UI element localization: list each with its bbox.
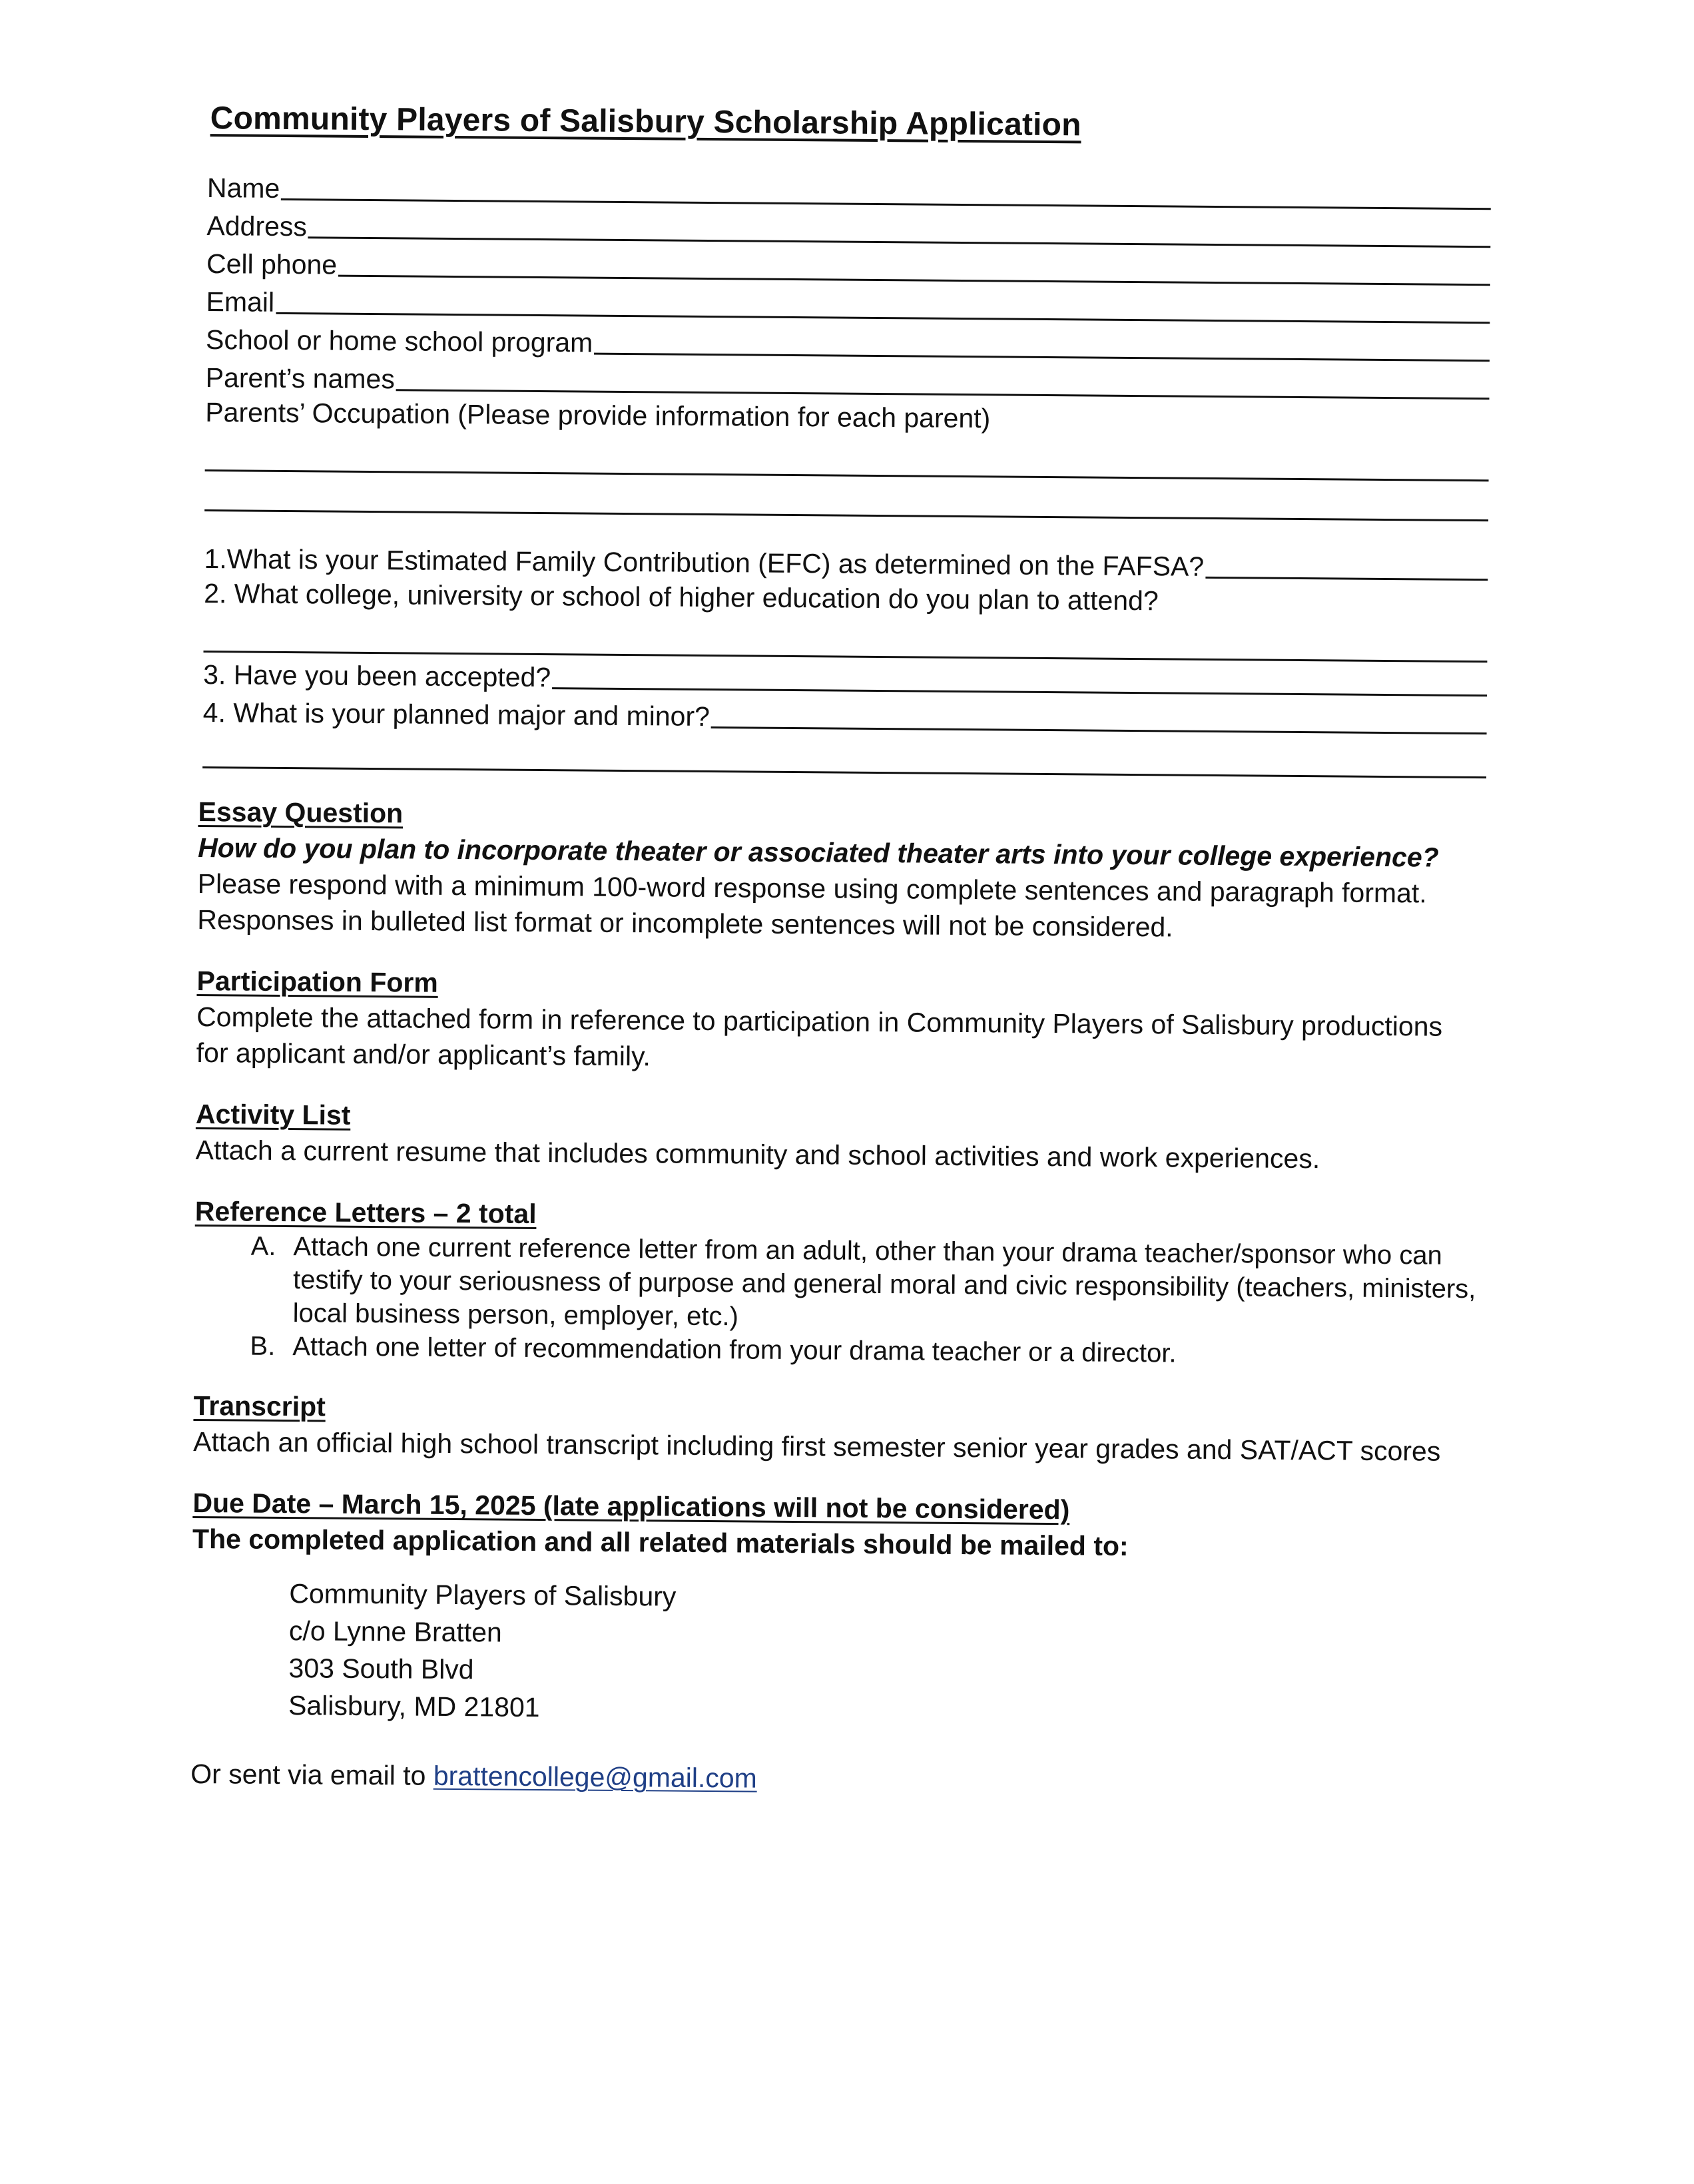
mailing-address — [288, 1575, 1490, 1733]
list-marker: A. — [250, 1231, 276, 1261]
parents-names-label: Parent’s names — [205, 362, 396, 395]
mailing-instruction: The completed application and all related materials should be mailed to: — [192, 1523, 1129, 1561]
transcript-section — [193, 1388, 1491, 1470]
parents-occupation-label: Parents’ Occupation (Please provide information for each parent) — [205, 397, 991, 434]
question-efc-label: 1.What is your Estimated Family Contribution (EFC) as determined on the FAFSA? — [204, 543, 1205, 582]
essay-question-text: How do you plan to incorporate theater or associated theater arts into your college experience? — [197, 832, 1439, 873]
question-college-label: 2. What college, university or school of higher education do you plan to attend? — [203, 578, 1159, 617]
transcript-body: Attach an official high school transcript including first semester senior year grades and SAT/ACT scores — [192, 1426, 1441, 1467]
address-label: Address — [206, 210, 308, 242]
essay-instructions-1: Please respond with a minimum 100-word response using complete sentences and paragraph format. — [197, 868, 1427, 909]
list-item-text: Attach one letter of recommendation from your drama teacher or a director. — [292, 1332, 1177, 1368]
participation-body-1: Complete the attached form in reference to participation in Community Players of Salisbury productions — [196, 1001, 1443, 1042]
participation-body-2: for applicant and/or applicant’s family. — [196, 1037, 651, 1072]
school-label: School or home school program — [205, 324, 593, 358]
name-label: Name — [206, 172, 280, 204]
references-list — [194, 1229, 1492, 1372]
list-marker: B. — [250, 1331, 276, 1361]
cell-phone-label: Cell phone — [206, 248, 338, 280]
question-major-label: 4. What is your planned major and minor? — [202, 697, 710, 732]
activity-body: Attach a current resume that includes community and school activities and work experiences. — [195, 1134, 1320, 1175]
activity-heading: Activity List — [195, 1098, 351, 1131]
email-link[interactable]: brattencollege@gmail.com — [433, 1760, 758, 1794]
participation-section — [196, 963, 1494, 1081]
email-label: Email — [206, 286, 275, 318]
question-accepted-label: 3. Have you been accepted? — [203, 659, 551, 693]
list-item-text: Attach one current reference letter from an adult, other than your drama teacher/sponsor who can testify to your seriousness of purpose and general moral and civic responsibility (teachers, ministers, local business person, employer, etc.) — [292, 1232, 1476, 1332]
page-title: Community Players of Salisbury Scholarship Application — [210, 101, 1081, 143]
essay-section — [197, 794, 1496, 948]
email-prefix: Or sent via email to — [190, 1758, 434, 1791]
question-efc-input-line[interactable] — [1205, 577, 1488, 581]
email-instruction — [190, 1755, 1488, 1802]
address-line: c/o Lynne Bratten — [288, 1615, 502, 1648]
due-date-heading: Due Date – March 15, 2025 (late applications will not be considered) — [192, 1487, 1070, 1525]
references-heading: Reference Letters – 2 total — [194, 1195, 537, 1229]
address-line: Community Players of Salisbury — [289, 1578, 677, 1612]
transcript-heading: Transcript — [193, 1390, 326, 1422]
activity-section — [195, 1096, 1493, 1178]
essay-heading: Essay Question — [198, 796, 404, 829]
references-section — [194, 1193, 1492, 1372]
essay-instructions-2: Responses in bulleted list format or incomplete sentences will not be considered. — [197, 904, 1173, 943]
address-line: 303 South Blvd — [288, 1653, 474, 1685]
document-content — [189, 100, 1501, 1802]
participation-heading: Participation Form — [196, 965, 438, 998]
due-date-section — [190, 1485, 1490, 1802]
list-item — [194, 1229, 1492, 1339]
address-line: Salisbury, MD 21801 — [288, 1690, 540, 1723]
